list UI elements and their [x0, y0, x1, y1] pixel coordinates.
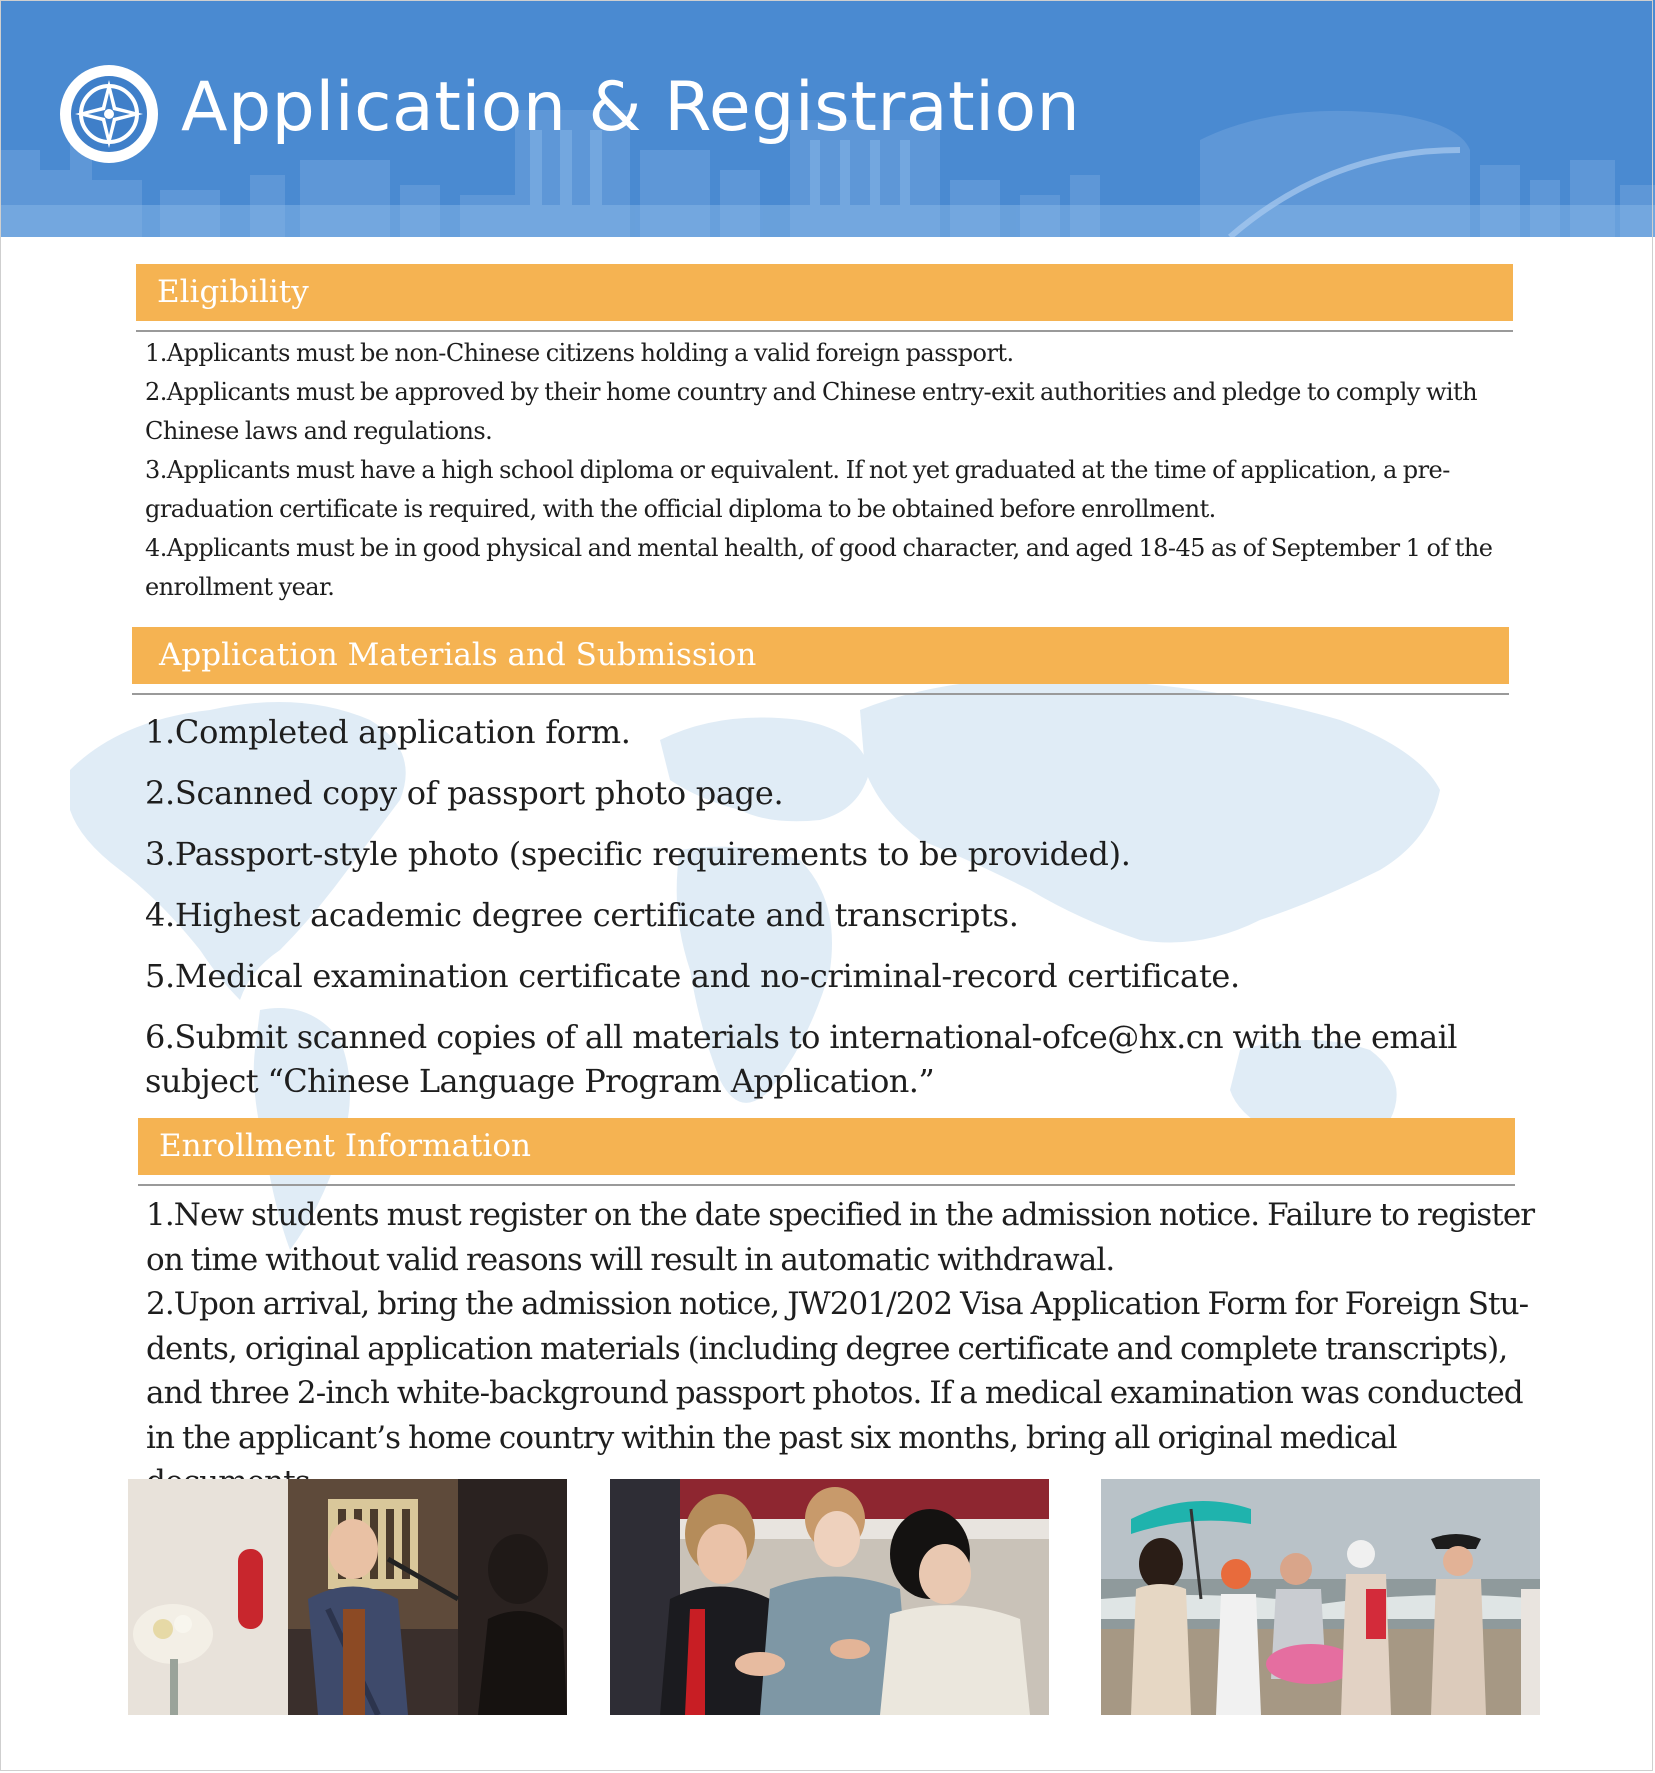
list-item: 1.New students must register on the date specified in the admission notice. Failure to register on time without valid reasons will result in automatic withdrawal.	[146, 1197, 1535, 1278]
section-divider	[138, 1184, 1515, 1186]
section-header-materials: Application Materials and Submission	[132, 627, 1509, 684]
list-item: 6.Submit scanned copies of all materials to international-ofce@hx.cn with the email subject “Chinese Language Program Application.”	[145, 1018, 1457, 1100]
list-item: 4.Highest academic degree certificate and transcripts.	[145, 896, 1019, 934]
list-item: 2.Applicants must be approved by their home country and Chinese entry-exit authorities and pledge to comply with Chinese laws and regulations.	[145, 378, 1478, 445]
list-item: 2.Upon arrival, bring the admission notice, JW201/202 Visa Application Form for Foreign Stu-dents, original application materials (including degree certificate and complete transcripts), and three 2-inch white-background passport photos. If a medical examination was conducted in the applicant’s home country within the past six months, bring all original medical	[146, 1286, 1529, 1456]
list-item: 3.Passport-style photo (specific requirements to be provided).	[145, 835, 1131, 873]
section-divider	[136, 330, 1513, 332]
list-item: 5.Medical examination certificate and no-criminal-record certificate.	[145, 957, 1240, 995]
list-item: 3.Applicants must have a high school diploma or equivalent. If not yet graduated at the time of application, a pre-graduation certificate is required, with the official diploma to be obtained before enrollment.	[145, 456, 1450, 523]
photo-musician-performance	[128, 1479, 567, 1715]
header-banner	[0, 0, 1655, 237]
materials-list	[145, 710, 1545, 1120]
section-header-enrollment: Enrollment Information	[138, 1118, 1515, 1175]
list-item: 1.Applicants must be non-Chinese citizens holding a valid foreign passport.	[145, 339, 1014, 367]
eligibility-list	[145, 334, 1525, 607]
section-divider	[132, 693, 1509, 695]
photo-students-activity	[610, 1479, 1049, 1715]
section-header-eligibility: Eligibility	[136, 264, 1513, 321]
list-item: 4.Applicants must be in good physical and mental health, of good character, and aged 18-45 as of September 1 of the enrollment year.	[145, 534, 1493, 601]
compass-logo-icon	[60, 65, 158, 163]
enrollment-list	[146, 1193, 1546, 1505]
photo-beach-outing	[1101, 1479, 1540, 1715]
list-item: 1.Completed application form.	[145, 713, 631, 751]
list-item: 2.Scanned copy of passport photo page.	[145, 774, 784, 812]
page-title: Application & Registration	[181, 68, 1081, 147]
